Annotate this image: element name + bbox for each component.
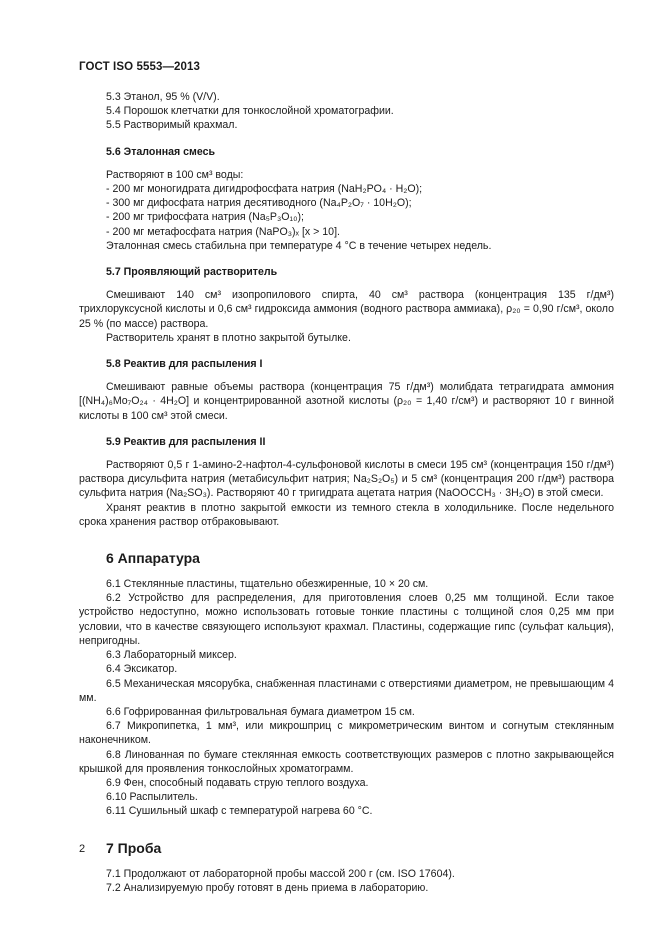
paragraph-5-9-1: Растворяют 0,5 г 1-амино-2-нафтол-4-сульфоновой кислоты в смеси 195 см³ (концентрация 150 г/дм³) раствора дисульфита натрия (метабисульфит натрия; Na₂S₂O₅) и 5 см³ (концентрация 200 г/дм³) раствора сульфита натрия (Na₂SO₃). Растворяют 40 г тригидрата ацетата натрия (NaOOCCH₃ · 3H₂O) в этой смеси. — [79, 459, 614, 500]
list-item: - 200 мг моногидрата дигидрофосфата натрия (NaH₂PO₄ · H₂O); — [79, 182, 614, 196]
paragraph-5-8-1: Смешивают равные объемы раствора (концентрация 75 г/дм³) молибдата тетрагидрата аммония [(NH₄)₆Mo₇O₂₄ · 4H₂O] и концентрированной азотной кислоты (ρ₂₀ = 1,40 г/см³) и растворяют 10 г винной кислоты в 100 см³ этой смеси. — [79, 381, 614, 422]
item-5-3: 5.3 Этанол, 95 % (V/V). — [106, 91, 220, 103]
item-6-1: 6.1 Стеклянные пластины, тщательно обезжиренные, 10 × 20 см. — [106, 578, 429, 591]
subsection-heading-5-7: 5.7 Проявляющий растворитель — [106, 266, 278, 279]
list-item: - 300 мг дифосфата натрия десятиводного (Na₄P₂O₇ · 10H₂O); — [79, 196, 614, 210]
paragraph-5-7-2: Растворитель хранят в плотно закрытой бутылке. — [106, 331, 351, 344]
section-heading-6: 6 Аппаратура — [106, 550, 200, 567]
paragraph-5-6-end: Эталонная смесь стабильна при температуре 4 °C в течение четырех недель. — [106, 239, 492, 252]
item-7-2: 7.2 Анализируемую пробу готовят в день приема в лабораторию. — [106, 881, 429, 894]
item-7-1: 7.1 Продолжают от лабораторной пробы массой 200 г (см. ISO 17604). — [106, 867, 455, 880]
item-6-10: 6.10 Распылитель. — [106, 791, 198, 804]
paragraph-5-7-1: Смешивают 140 см³ изопропилового спирта, 40 см³ раствора (концентрация 135 г/дм³) трихлоруксусной кислоты и 0,6 см³ гидроксида аммония (водного раствора аммиака), ρ₂₀ = 0,90 г/см³, около 25 % (по массе) раствора. — [79, 289, 614, 330]
item-6-11: 6.11 Сушильный шкаф с температурой нагрева 60 °C. — [106, 805, 373, 818]
item-6-3: 6.3 Лабораторный миксер. — [106, 649, 237, 662]
item-6-7: 6.7 Микропипетка, 1 мм³, или микрошприц с микрометрическим винтом и согнутым стеклянным наконечником. — [79, 720, 614, 747]
item-6-5: 6.5 Механическая мясорубка, снабженная пластинами с отверстиями диаметром, не превышающим 4 мм. — [79, 677, 614, 704]
item-6-2: 6.2 Устройство для распределения, для приготовления слоев 0,25 мм толщиной. Если такое устройство недоступно, можно использовать готовые тонкие пластины с толщиной слоя 0,25 мм при условии, что в качестве связующего используют крахмал. Пластины, содержащие гипс (сульфат кальция), непригодны. — [79, 592, 614, 647]
item-6-6: 6.6 Гофрированная фильтровальная бумага диаметром 15 см. — [106, 705, 415, 718]
subsection-heading-5-6: 5.6 Эталонная смесь — [106, 145, 216, 158]
paragraph-5-9-2: Хранят реактив в плотно закрытой емкости из темного стекла в холодильнике. После недельного срока хранения раствор отбраковывают. — [79, 501, 614, 528]
paragraph-5-6-intro: Растворяют в 100 см³ воды: — [106, 168, 244, 181]
subsection-heading-5-8: 5.8 Реактив для распыления I — [106, 358, 263, 371]
section-heading-7: 7 Проба — [106, 839, 162, 856]
item-5-4: 5.4 Порошок клетчатки для тонкослойной хроматографии. — [106, 105, 394, 118]
page-number: 2 — [79, 843, 86, 855]
subsection-heading-5-9: 5.9 Реактив для распыления II — [106, 435, 266, 448]
item-6-8: 6.8 Линованная по бумаге стеклянная емкость соответствующих размеров с плотно закрывающейся крышкой для проявления тонкослойных хроматограмм. — [79, 748, 614, 775]
page-header: ГОСТ ISO 5553—2013 — [79, 61, 201, 73]
page-content — [79, 90, 614, 895]
list-item: - 200 мг метафосфата натрия (NaPO₃)ₓ [x > 10]. — [79, 225, 614, 239]
item-6-9: 6.9 Фен, способный подавать струю теплого воздуха. — [106, 776, 369, 789]
item-5-5: 5.5 Растворимый крахмал. — [106, 119, 238, 132]
list-item: - 200 мг трифосфата натрия (Na₅P₃O₁₀); — [79, 210, 614, 224]
item-6-4: 6.4 Эксикатор. — [106, 663, 178, 676]
